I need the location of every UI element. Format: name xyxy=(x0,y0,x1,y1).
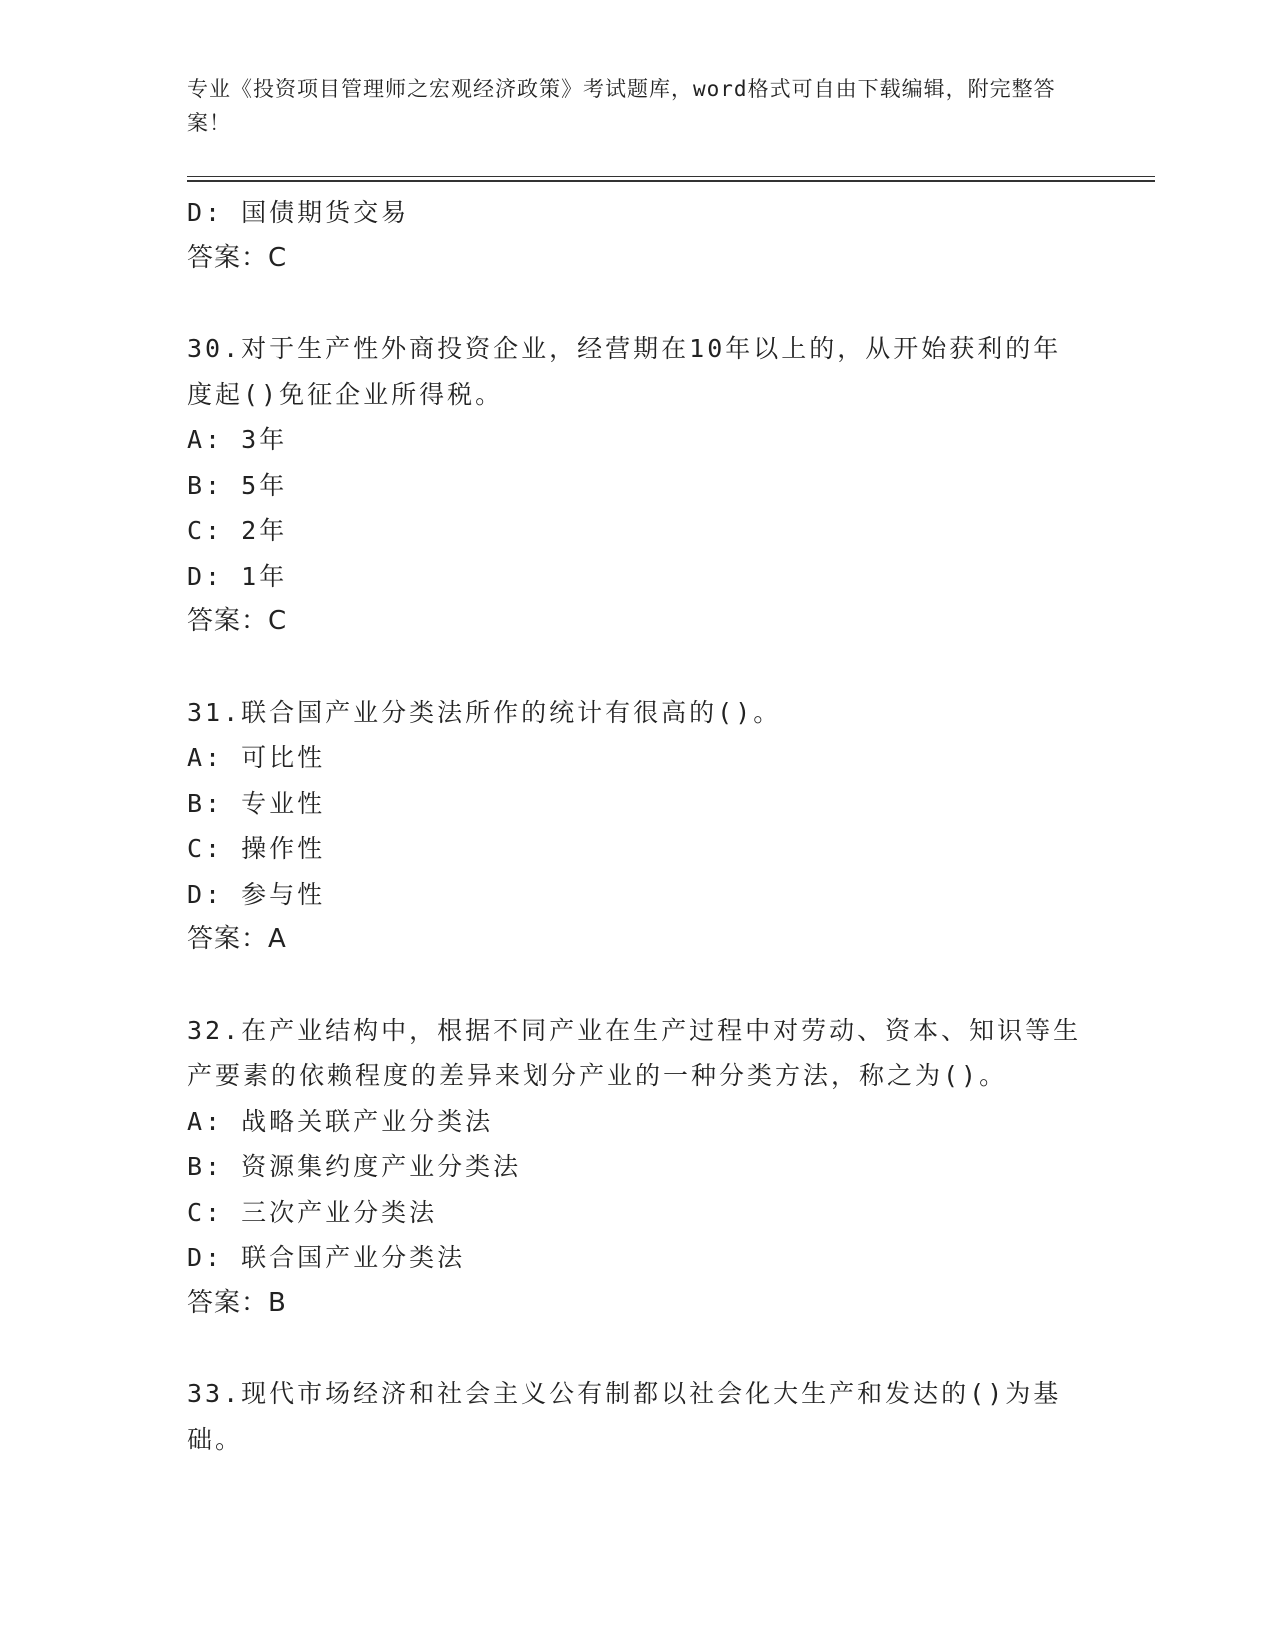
option-c: C: 三次产业分类法 xyxy=(187,1197,438,1227)
option-a: A: 3年 xyxy=(187,425,288,454)
option-b: B: 5年 xyxy=(187,470,288,500)
header-divider xyxy=(187,176,1155,182)
option-a: A: 战略关联产业分类法 xyxy=(187,1106,494,1136)
answer: 答案：B xyxy=(187,1287,287,1318)
question-32: 32.在产业结构中，根据不同产业在生产过程中对劳动、资本、知识等生产要素的依赖程度的差异来划分产业的一种分类方法，称之为()。 xyxy=(187,1015,1082,1090)
question-31: 31.联合国产业分类法所作的统计有很高的()。 xyxy=(187,697,782,727)
question-30: 30.对于生产性外商投资企业，经营期在10年以上的，从开始获利的年度起()免征企业所得税。 xyxy=(187,334,1062,409)
option-c: C: 操作性 xyxy=(187,834,326,863)
option-b: B: 资源集约度产业分类法 xyxy=(187,1152,522,1181)
option-a: A: 可比性 xyxy=(187,743,326,772)
option-d: D: 联合国产业分类法 xyxy=(187,1243,466,1272)
header-note: 专业《投资项目管理师之宏观经济政策》考试题库，word格式可自由下载编辑，附完整答案！ xyxy=(187,77,1056,135)
document-page xyxy=(187,0,1155,1462)
option-d: D: 国债期货交易 xyxy=(187,198,410,227)
option-b: B: 专业性 xyxy=(187,788,326,818)
option-d: D: 1年 xyxy=(187,561,288,591)
answer: 答案：C xyxy=(187,242,288,273)
question-content xyxy=(187,190,1155,1462)
answer: 答案：C xyxy=(187,606,288,636)
question-33: 33.现代市场经济和社会主义公有制都以社会化大生产和发达的()为基础。 xyxy=(187,1379,1062,1454)
option-d: D: 参与性 xyxy=(187,879,326,909)
option-c: C: 2年 xyxy=(187,516,288,545)
answer: 答案：A xyxy=(187,924,287,954)
